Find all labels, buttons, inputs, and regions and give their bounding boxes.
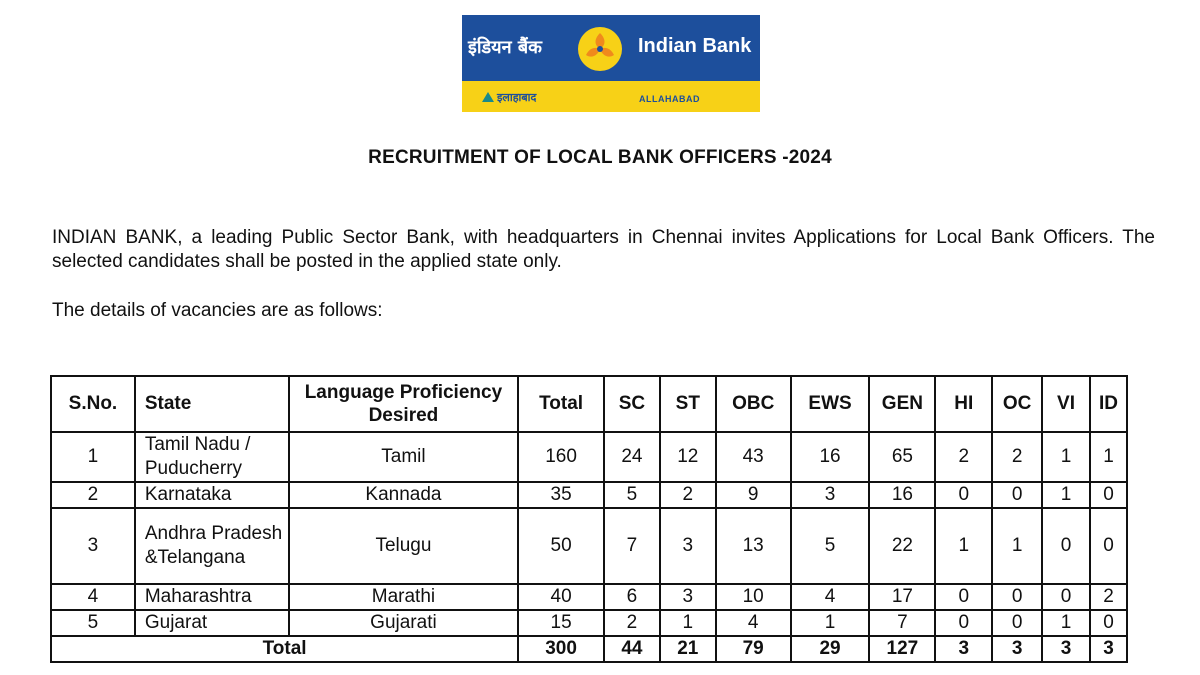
total-label-cell: Total [51, 636, 518, 662]
vacancy-table [50, 375, 1128, 663]
sno-cell: 3 [51, 508, 135, 584]
st-cell: 2 [660, 482, 716, 508]
header-cell: Total [518, 376, 604, 432]
sno-cell: 2 [51, 482, 135, 508]
header-cell: S.No. [51, 376, 135, 432]
ews-cell: 5 [791, 508, 870, 584]
table-header-row [51, 376, 1127, 432]
ews-cell: 1 [791, 610, 870, 636]
header-cell: SC [604, 376, 660, 432]
hi-cell: 2 [935, 432, 992, 482]
details-label: The details of vacancies are as follows: [52, 300, 383, 321]
logo-english-sub: ALLAHABAD [639, 94, 700, 104]
total-cell: 40 [518, 584, 604, 610]
table-row [51, 610, 1127, 636]
language-cell: Gujarati [289, 610, 518, 636]
total-cell: 15 [518, 610, 604, 636]
header-cell: HI [935, 376, 992, 432]
oc-cell: 0 [992, 610, 1042, 636]
st-cell: 21 [660, 636, 716, 662]
indian-bank-logo [462, 15, 760, 112]
st-cell: 3 [660, 508, 716, 584]
gen-cell: 127 [869, 636, 935, 662]
obc-cell: 4 [716, 610, 791, 636]
vi-cell: 3 [1042, 636, 1090, 662]
vi-cell: 1 [1042, 432, 1090, 482]
obc-cell: 9 [716, 482, 791, 508]
gen-cell: 16 [869, 482, 935, 508]
oc-cell: 2 [992, 432, 1042, 482]
hi-cell: 0 [935, 584, 992, 610]
language-cell: Kannada [289, 482, 518, 508]
vi-cell: 1 [1042, 610, 1090, 636]
hi-cell: 3 [935, 636, 992, 662]
ews-cell: 3 [791, 482, 870, 508]
oc-cell: 0 [992, 482, 1042, 508]
triangle-icon [482, 92, 494, 102]
sc-cell: 7 [604, 508, 660, 584]
sc-cell: 24 [604, 432, 660, 482]
header-cell: ID [1090, 376, 1127, 432]
ews-cell: 16 [791, 432, 870, 482]
header-cell: VI [1042, 376, 1090, 432]
vi-cell: 1 [1042, 482, 1090, 508]
header-cell: Language Proficiency Desired [289, 376, 518, 432]
header-cell: EWS [791, 376, 870, 432]
sc-cell: 6 [604, 584, 660, 610]
state-cell: Andhra Pradesh &Telangana [135, 508, 289, 584]
obc-cell: 10 [716, 584, 791, 610]
logo-hindi-sub: इलाहाबाद [482, 90, 536, 105]
id-cell: 2 [1090, 584, 1127, 610]
obc-cell: 79 [716, 636, 791, 662]
id-cell: 3 [1090, 636, 1127, 662]
ews-cell: 29 [791, 636, 870, 662]
gen-cell: 17 [869, 584, 935, 610]
logo-hindi-name: इंडियन बैंक [468, 37, 542, 58]
total-cell: 160 [518, 432, 604, 482]
st-cell: 3 [660, 584, 716, 610]
id-cell: 1 [1090, 432, 1127, 482]
state-cell: Maharashtra [135, 584, 289, 610]
obc-cell: 13 [716, 508, 791, 584]
state-cell: Karnataka [135, 482, 289, 508]
oc-cell: 0 [992, 584, 1042, 610]
hi-cell: 0 [935, 610, 992, 636]
sno-cell: 5 [51, 610, 135, 636]
state-cell: Tamil Nadu / Puducherry [135, 432, 289, 482]
table-row [51, 432, 1127, 482]
total-cell: 300 [518, 636, 604, 662]
bank-emblem-icon [576, 25, 624, 73]
gen-cell: 7 [869, 610, 935, 636]
table-row [51, 482, 1127, 508]
header-cell: ST [660, 376, 716, 432]
sc-cell: 44 [604, 636, 660, 662]
oc-cell: 3 [992, 636, 1042, 662]
id-cell: 0 [1090, 610, 1127, 636]
total-row [51, 636, 1127, 662]
vi-cell: 0 [1042, 584, 1090, 610]
vi-cell: 0 [1042, 508, 1090, 584]
table-row [51, 508, 1127, 584]
header-cell: GEN [869, 376, 935, 432]
sc-cell: 2 [604, 610, 660, 636]
total-cell: 35 [518, 482, 604, 508]
header-cell: OC [992, 376, 1042, 432]
header-cell: OBC [716, 376, 791, 432]
language-cell: Marathi [289, 584, 518, 610]
obc-cell: 43 [716, 432, 791, 482]
gen-cell: 22 [869, 508, 935, 584]
ews-cell: 4 [791, 584, 870, 610]
sc-cell: 5 [604, 482, 660, 508]
sno-cell: 4 [51, 584, 135, 610]
st-cell: 1 [660, 610, 716, 636]
page-title: RECRUITMENT OF LOCAL BANK OFFICERS -2024 [368, 147, 832, 168]
hi-cell: 0 [935, 482, 992, 508]
id-cell: 0 [1090, 482, 1127, 508]
state-cell: Gujarat [135, 610, 289, 636]
oc-cell: 1 [992, 508, 1042, 584]
id-cell: 0 [1090, 508, 1127, 584]
language-cell: Telugu [289, 508, 518, 584]
header-cell: State [135, 376, 289, 432]
total-cell: 50 [518, 508, 604, 584]
logo-english-name: Indian Bank [638, 35, 752, 57]
intro-paragraph: INDIAN BANK, a leading Public Sector Bank, with headquarters in Chennai invites Applications for Local Bank Officers. The selected candidates shall be posted in the applied state only. [52, 227, 1155, 272]
gen-cell: 65 [869, 432, 935, 482]
sno-cell: 1 [51, 432, 135, 482]
table-row [51, 584, 1127, 610]
language-cell: Tamil [289, 432, 518, 482]
hi-cell: 1 [935, 508, 992, 584]
st-cell: 12 [660, 432, 716, 482]
